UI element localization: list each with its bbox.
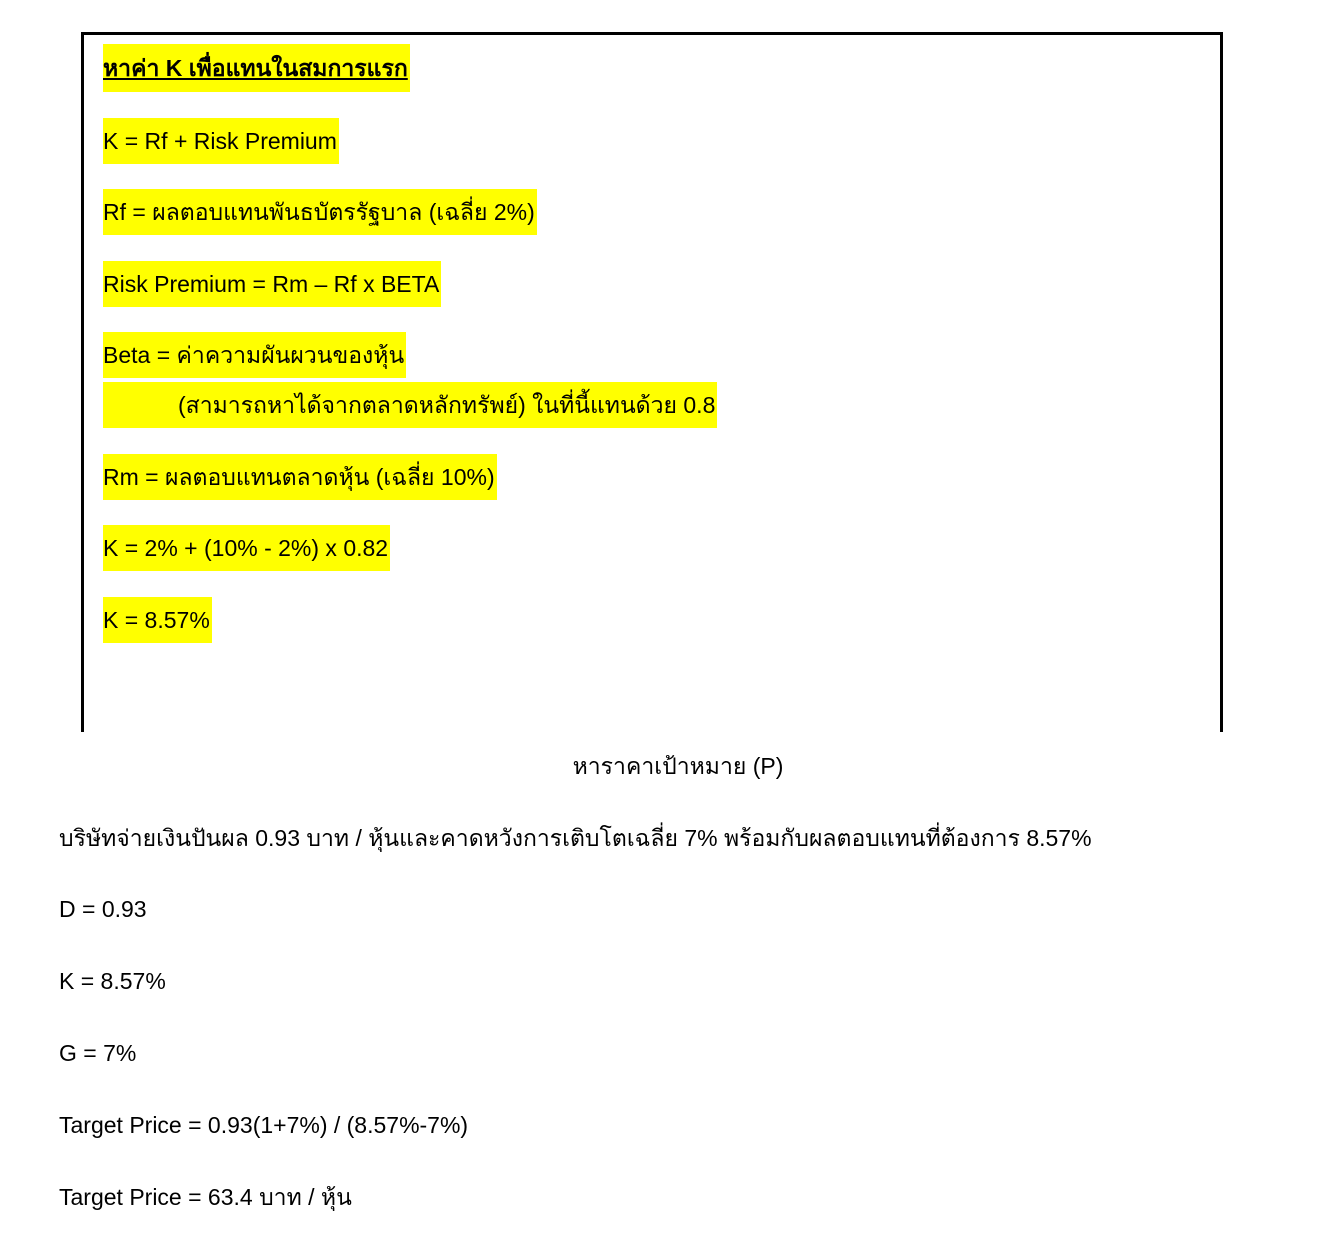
formula-k: K = Rf + Risk Premium bbox=[103, 118, 339, 164]
formula-beta: Beta = ค่าความผันผวนของหุ้น bbox=[103, 332, 406, 378]
formula-risk-premium: Risk Premium = Rm – Rf x BETA bbox=[103, 261, 441, 307]
formula-k-substituted: K = 2% + (10% - 2%) x 0.82 bbox=[103, 525, 390, 571]
value-d: D = 0.93 bbox=[59, 896, 147, 922]
dividend-description: บริษัทจ่ายเงินปันผล 0.93 บาท / หุ้นและคาดหวังการเติบโตเฉลี่ย 7% พร้อมกับผลตอบแทนที่ต้องการ 8.57% bbox=[59, 825, 1092, 851]
formula-rf: Rf = ผลตอบแทนพันธบัตรรัฐบาล (เฉลี่ย 2%) bbox=[103, 189, 537, 235]
formula-k-result: K = 8.57% bbox=[103, 597, 212, 643]
formula-rm: Rm = ผลตอบแทนตลาดหุ้น (เฉลี่ย 10%) bbox=[103, 454, 497, 500]
target-price-formula: Target Price = 0.93(1+7%) / (8.57%-7%) bbox=[59, 1112, 469, 1138]
box-title: หาค่า K เพื่อแทนในสมการแรก bbox=[103, 44, 410, 92]
target-price-result: Target Price = 63.4 บาท / หุ้น bbox=[59, 1184, 352, 1210]
value-k: K = 8.57% bbox=[59, 968, 166, 994]
section-title: หาราคาเป้าหมาย (P) bbox=[572, 753, 784, 779]
formula-beta-note: (สามารถหาได้จากตลาดหลักทรัพย์) ในที่นี้แทนด้วย 0.8 bbox=[103, 382, 717, 428]
value-g: G = 7% bbox=[59, 1040, 137, 1066]
